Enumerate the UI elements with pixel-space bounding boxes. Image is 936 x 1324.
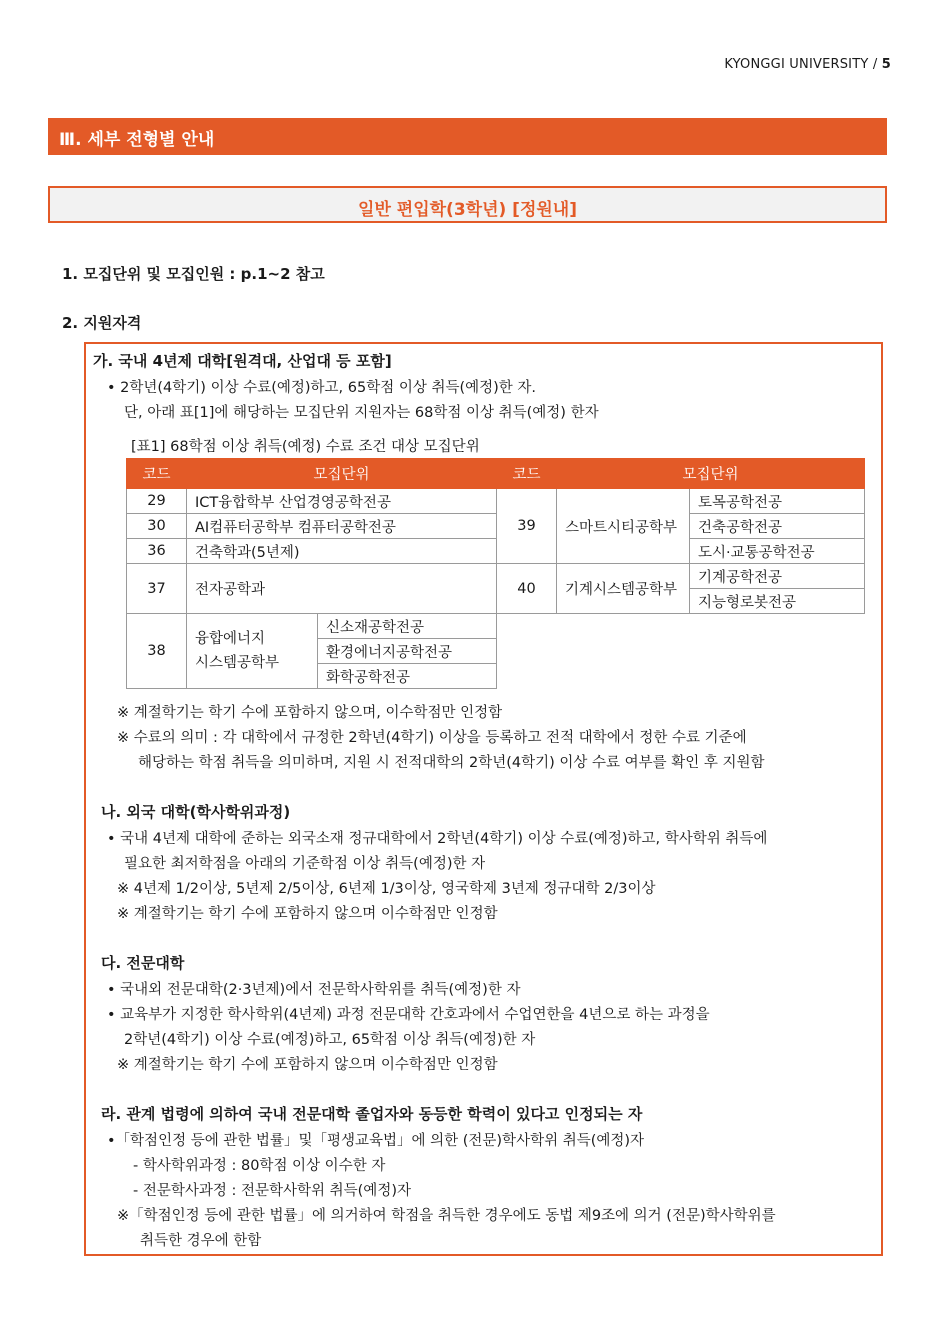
unit-code: 38 [127, 614, 187, 689]
unit-code: 30 [127, 514, 187, 539]
recruitment-unit-table [126, 458, 865, 689]
page-number: 5 [881, 57, 891, 72]
major-name: 토목공학전공 [690, 489, 865, 514]
unit-code: 40 [497, 564, 557, 614]
unit-name: 전자공학과 [187, 564, 497, 614]
heading-recruitment-units: 1. 모집단위 및 모집인원 : p.1~2 참고 [62, 265, 325, 283]
unit-name-line-1: 융합에너지 [195, 631, 266, 647]
da-line-3: 2학년(4학기) 이상 수료(예정)하고, 65학점 이상 취득(예정)한 자 [124, 1032, 536, 1048]
da-title: 다. 전문대학 [101, 954, 185, 972]
table-row [127, 514, 865, 539]
table-row [127, 614, 865, 639]
unit-code: 29 [127, 489, 187, 514]
na-note-1: ※ 4년제 1/2이상, 5년제 2/5이상, 6년제 1/3이상, 영국학제 3년제 정규대학 2/3이상 [117, 881, 656, 897]
unit-code: 36 [127, 539, 187, 564]
major-name: 지능형로봇전공 [690, 589, 865, 614]
da-line-1: • 국내외 전문대학(2·3년제)에서 전문학사학위를 취득(예정)한 자 [107, 982, 521, 998]
ga-note-1: ※ 계절학기는 학기 수에 포함하지 않으며, 이수학점만 인정함 [117, 705, 503, 721]
heading-eligibility: 2. 지원자격 [62, 314, 142, 332]
col-header-unit: 모집단위 [187, 459, 497, 489]
da-note-1: ※ 계절학기는 학기 수에 포함하지 않으며 이수학점만 인정함 [117, 1057, 498, 1073]
col-header-code: 코드 [127, 459, 187, 489]
unit-name [187, 614, 318, 689]
unit-code: 39 [497, 489, 557, 564]
na-note-2: ※ 계절학기는 학기 수에 포함하지 않으며 이수학점만 인정함 [117, 906, 498, 922]
ra-line-1: •「학점인정 등에 관한 법률」및「평생교육법」에 의한 (전문)학사학위 취득(예정)자 [107, 1133, 645, 1149]
ga-line-1: • 2학년(4학기) 이상 수료(예정)하고, 65학점 이상 취득(예정)한 자. [107, 380, 537, 396]
ra-note-2: 취득한 경우에 한함 [140, 1233, 262, 1249]
ra-note-1: ※「학점인정 등에 관한 법률」에 의거하여 학점을 취득한 경우에도 동법 제9조에 의거 (전문)학사학위를 [117, 1208, 776, 1224]
admission-type-title: 일반 편입학(3학년) [정원내] [48, 186, 887, 223]
header-separator: / [868, 57, 882, 72]
university-name: KYONGGI UNIVERSITY [724, 57, 869, 72]
unit-name: 기계시스템공학부 [557, 564, 690, 614]
col-header-code: 코드 [497, 459, 557, 489]
section-title: Ⅲ. 세부 전형별 안내 [48, 118, 887, 155]
table-row [127, 564, 865, 589]
col-header-unit: 모집단위 [557, 459, 865, 489]
ra-title: 라. 관계 법령에 의하여 국내 전문대학 졸업자와 동등한 학력이 있다고 인정되는 자 [101, 1105, 643, 1123]
unit-name: ICT융합학부 산업경영공학전공 [187, 489, 497, 514]
major-name: 도시·교통공학전공 [690, 539, 865, 564]
unit-code: 37 [127, 564, 187, 614]
unit-name: 스마트시티공학부 [557, 489, 690, 564]
unit-name-line-2: 시스템공학부 [195, 655, 280, 671]
ga-title: 가. 국내 4년제 대학[원격대, 산업대 등 포함] [93, 352, 392, 370]
unit-name: 건축학과(5년제) [187, 539, 497, 564]
ga-note-2b: 해당하는 학점 취득을 의미하며, 지원 시 전적대학의 2학년(4학기) 이상 수료 여부를 확인 후 지원함 [138, 755, 765, 771]
ga-note-2a: ※ 수료의 의미 : 각 대학에서 규정한 2학년(4학기) 이상을 등록하고 전적 대학에서 정한 수료 기준에 [117, 730, 747, 746]
da-line-2: • 교육부가 지정한 학사학위(4년제) 과정 전문대학 간호과에서 수업연한을 4년으로 하는 과정을 [107, 1007, 710, 1023]
na-line-1: • 국내 4년제 대학에 준하는 외국소재 정규대학에서 2학년(4학기) 이상 수료(예정)하고, 학사학위 취득에 [107, 831, 768, 847]
major-name: 환경에너지공학전공 [318, 639, 497, 664]
na-line-2: 필요한 최저학점을 아래의 기준학점 이상 취득(예정)한 자 [124, 856, 486, 872]
ra-line-3: - 전문학사과정 : 전문학사학위 취득(예정)자 [133, 1183, 411, 1199]
major-name: 신소재공학전공 [318, 614, 497, 639]
major-name: 건축공학전공 [690, 514, 865, 539]
table-caption: [표1] 68학점 이상 취득(예정) 수료 조건 대상 모집단위 [131, 439, 480, 455]
table-row [127, 489, 865, 514]
major-name: 기계공학전공 [690, 564, 865, 589]
na-title: 나. 외국 대학(학사학위과정) [101, 803, 291, 821]
ga-line-2: 단, 아래 표[1]에 해당하는 모집단위 지원자는 68학점 이상 취득(예정) 한자 [124, 405, 599, 421]
major-name: 화학공학전공 [318, 664, 497, 689]
unit-name: AI컴퓨터공학부 컴퓨터공학전공 [187, 514, 497, 539]
table-row [127, 539, 865, 564]
table-header-row [127, 459, 865, 489]
ra-line-2: - 학사학위과정 : 80학점 이상 이수한 자 [133, 1158, 386, 1174]
page-header [724, 57, 891, 72]
